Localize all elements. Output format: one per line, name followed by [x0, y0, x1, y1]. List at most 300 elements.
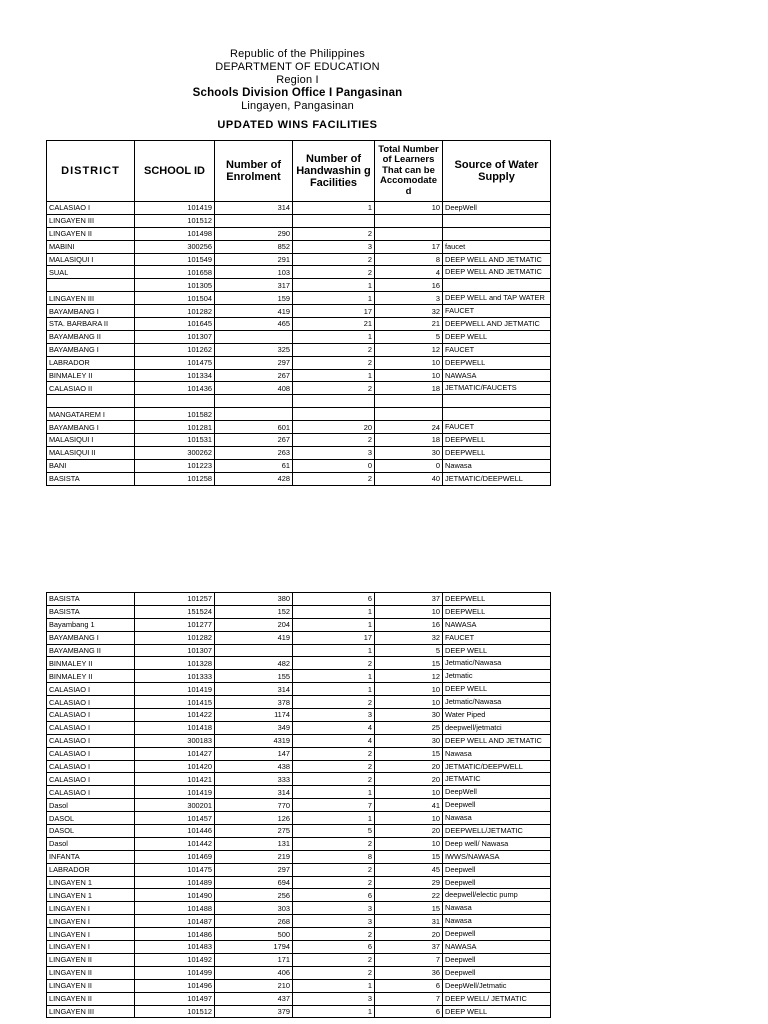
- cell-handwashing: 6: [293, 889, 375, 902]
- cell-water-source: [443, 966, 551, 979]
- cell-school-id: 101512: [135, 1005, 215, 1018]
- cell-enrolment: 303: [215, 902, 293, 915]
- water-source-text: DeepWell/Jetmatic: [445, 980, 507, 990]
- cell-handwashing: 1: [293, 786, 375, 799]
- cell-learners: 41: [375, 799, 443, 812]
- cell-water-source: [443, 395, 551, 408]
- document-title: UPDATED WINS FACILITIES: [217, 119, 378, 131]
- cell-water-source: [443, 709, 551, 722]
- cell-district: BAYAMBANG I: [47, 631, 135, 644]
- table-row: [47, 305, 551, 318]
- cell-handwashing: 0: [293, 459, 375, 472]
- table-row: [47, 696, 551, 709]
- cell-district: MALASIQUI II: [47, 446, 135, 459]
- cell-district: CALASIAO II: [47, 382, 135, 395]
- table-row: [47, 292, 551, 305]
- cell-district: BINMALEY II: [47, 670, 135, 683]
- cell-learners: 12: [375, 670, 443, 683]
- cell-learners: 21: [375, 318, 443, 331]
- table-row: [47, 941, 551, 954]
- cell-handwashing: [293, 408, 375, 421]
- cell-water-source: [443, 343, 551, 356]
- cell-enrolment: 437: [215, 992, 293, 1005]
- table-row: [47, 227, 551, 240]
- cell-handwashing: 4: [293, 734, 375, 747]
- cell-school-id: 101419: [135, 786, 215, 799]
- cell-district: CALASIAO I: [47, 202, 135, 215]
- cell-enrolment: 378: [215, 696, 293, 709]
- cell-enrolment: 317: [215, 279, 293, 292]
- cell-district: DASOL: [47, 825, 135, 838]
- table-2-body: [47, 593, 551, 1018]
- table-row: [47, 472, 551, 485]
- cell-district: BASISTA: [47, 593, 135, 606]
- cell-school-id: 101490: [135, 889, 215, 902]
- cell-district: LINGAYEN I: [47, 902, 135, 915]
- water-source-text: DEEPWELL: [445, 435, 486, 445]
- table-row: [47, 837, 551, 850]
- cell-learners: 37: [375, 593, 443, 606]
- cell-learners: 20: [375, 773, 443, 786]
- cell-enrolment: 155: [215, 670, 293, 683]
- cell-enrolment: 482: [215, 657, 293, 670]
- cell-school-id: 101415: [135, 696, 215, 709]
- cell-water-source: [443, 356, 551, 369]
- cell-learners: 30: [375, 709, 443, 722]
- water-source-text: Nawasa: [445, 916, 472, 926]
- table-row: [47, 953, 551, 966]
- cell-school-id: 151524: [135, 605, 215, 618]
- cell-school-id: 101488: [135, 902, 215, 915]
- cell-learners: 24: [375, 421, 443, 434]
- cell-school-id: 101305: [135, 279, 215, 292]
- water-source-text: Deepwell: [445, 954, 476, 964]
- cell-school-id: 101277: [135, 618, 215, 631]
- cell-enrolment: 428: [215, 472, 293, 485]
- header-handwashing: Number of Handwashin g Facilities: [293, 141, 375, 202]
- table-row: [47, 446, 551, 459]
- cell-learners: 32: [375, 631, 443, 644]
- cell-school-id: 101418: [135, 721, 215, 734]
- cell-handwashing: 6: [293, 941, 375, 954]
- water-source-text: Deepwell: [445, 864, 476, 874]
- table-row: [47, 863, 551, 876]
- cell-enrolment: 1794: [215, 941, 293, 954]
- cell-learners: 10: [375, 369, 443, 382]
- cell-school-id: 101436: [135, 382, 215, 395]
- cell-water-source: [443, 915, 551, 928]
- cell-handwashing: 21: [293, 318, 375, 331]
- cell-learners: [375, 227, 443, 240]
- cell-water-source: [443, 593, 551, 606]
- cell-enrolment: [215, 214, 293, 227]
- table-row: [47, 683, 551, 696]
- cell-water-source: [443, 734, 551, 747]
- cell-school-id: 101497: [135, 992, 215, 1005]
- water-source-text: DEEP WELL: [445, 1006, 488, 1016]
- water-source-text: DEEP WELL and TAP WATER: [445, 293, 545, 303]
- water-source-text: DEEPWELL/JETMATIC: [445, 826, 523, 836]
- cell-learners: [375, 395, 443, 408]
- water-source-text: DEEPWELL AND JETMATIC: [445, 319, 540, 329]
- cell-district: BINMALEY II: [47, 657, 135, 670]
- cell-school-id: 101496: [135, 979, 215, 992]
- cell-water-source: [443, 421, 551, 434]
- table-row: [47, 786, 551, 799]
- cell-school-id: 101419: [135, 683, 215, 696]
- cell-water-source: [443, 472, 551, 485]
- cell-handwashing: 3: [293, 240, 375, 253]
- cell-school-id: 101307: [135, 330, 215, 343]
- cell-learners: 45: [375, 863, 443, 876]
- table-row: [47, 979, 551, 992]
- cell-learners: 10: [375, 696, 443, 709]
- cell-enrolment: 379: [215, 1005, 293, 1018]
- cell-water-source: [443, 253, 551, 266]
- header-region: Region I: [276, 74, 319, 86]
- cell-handwashing: 8: [293, 850, 375, 863]
- cell-school-id: 101475: [135, 356, 215, 369]
- cell-learners: 5: [375, 330, 443, 343]
- cell-enrolment: 419: [215, 305, 293, 318]
- cell-district: BANI: [47, 459, 135, 472]
- cell-water-source: [443, 721, 551, 734]
- cell-learners: 0: [375, 459, 443, 472]
- cell-enrolment: 219: [215, 850, 293, 863]
- cell-learners: 17: [375, 240, 443, 253]
- cell-learners: 10: [375, 837, 443, 850]
- cell-learners: 10: [375, 786, 443, 799]
- cell-water-source: [443, 382, 551, 395]
- cell-enrolment: [215, 395, 293, 408]
- water-source-text: NAWASA: [445, 942, 477, 952]
- cell-district: LINGAYEN III: [47, 214, 135, 227]
- cell-school-id: 101282: [135, 631, 215, 644]
- cell-learners: 37: [375, 941, 443, 954]
- cell-handwashing: 2: [293, 953, 375, 966]
- cell-water-source: [443, 369, 551, 382]
- water-source-text: DEEPWELL: [445, 447, 486, 457]
- table-row: [47, 369, 551, 382]
- water-source-text: Water Piped: [445, 710, 486, 720]
- cell-school-id: 101489: [135, 876, 215, 889]
- cell-school-id: 101549: [135, 253, 215, 266]
- cell-school-id: 101257: [135, 593, 215, 606]
- table-row: [47, 876, 551, 889]
- cell-water-source: [443, 863, 551, 876]
- cell-enrolment: 325: [215, 343, 293, 356]
- cell-handwashing: 1: [293, 979, 375, 992]
- cell-water-source: [443, 605, 551, 618]
- cell-enrolment: 290: [215, 227, 293, 240]
- header-division: Schools Division Office I Pangasinan: [192, 87, 403, 99]
- cell-district: [47, 395, 135, 408]
- cell-district: CALASIAO I: [47, 734, 135, 747]
- water-source-text: DEEP WELL: [445, 331, 488, 341]
- cell-handwashing: 3: [293, 915, 375, 928]
- water-source-text: DeepWell: [445, 203, 477, 212]
- cell-enrolment: 204: [215, 618, 293, 631]
- cell-school-id: 101645: [135, 318, 215, 331]
- water-source-text: Nawasa: [445, 813, 472, 823]
- cell-handwashing: 1: [293, 670, 375, 683]
- water-source-text: DEEPWELL: [445, 357, 486, 367]
- cell-enrolment: 419: [215, 631, 293, 644]
- water-source-text: Jetmatic/Nawasa: [445, 658, 502, 668]
- cell-handwashing: 2: [293, 356, 375, 369]
- cell-handwashing: 17: [293, 305, 375, 318]
- cell-district: CALASIAO I: [47, 773, 135, 786]
- cell-water-source: [443, 773, 551, 786]
- cell-district: Dasol: [47, 837, 135, 850]
- cell-water-source: [443, 1005, 551, 1018]
- cell-handwashing: 4: [293, 721, 375, 734]
- water-source-text: DEEP WELL: [445, 684, 488, 694]
- water-source-text: Nawasa: [445, 903, 472, 913]
- table-row: [47, 812, 551, 825]
- cell-water-source: [443, 240, 551, 253]
- cell-handwashing: 7: [293, 799, 375, 812]
- cell-learners: 30: [375, 446, 443, 459]
- cell-school-id: 101486: [135, 928, 215, 941]
- cell-district: CALASIAO I: [47, 721, 135, 734]
- table-row: [47, 799, 551, 812]
- cell-handwashing: [293, 214, 375, 227]
- cell-handwashing: 2: [293, 227, 375, 240]
- cell-district: MALASIQUI I: [47, 434, 135, 447]
- cell-school-id: 101531: [135, 434, 215, 447]
- cell-school-id: 101333: [135, 670, 215, 683]
- cell-handwashing: 2: [293, 747, 375, 760]
- cell-handwashing: 17: [293, 631, 375, 644]
- cell-district: LINGAYEN I: [47, 915, 135, 928]
- cell-district: LINGAYEN 1: [47, 889, 135, 902]
- cell-school-id: 101498: [135, 227, 215, 240]
- cell-enrolment: 275: [215, 825, 293, 838]
- cell-handwashing: 1: [293, 202, 375, 215]
- cell-district: LINGAYEN I: [47, 941, 135, 954]
- cell-water-source: [443, 876, 551, 889]
- cell-district: LABRADOR: [47, 356, 135, 369]
- cell-learners: 40: [375, 472, 443, 485]
- document-header: [0, 48, 595, 132]
- cell-school-id: 101281: [135, 421, 215, 434]
- cell-enrolment: 408: [215, 382, 293, 395]
- cell-school-id: 101223: [135, 459, 215, 472]
- cell-water-source: [443, 202, 551, 215]
- cell-district: LINGAYEN I: [47, 928, 135, 941]
- cell-district: LINGAYEN III: [47, 292, 135, 305]
- cell-school-id: 300262: [135, 446, 215, 459]
- cell-enrolment: 210: [215, 979, 293, 992]
- cell-learners: 25: [375, 721, 443, 734]
- cell-water-source: [443, 825, 551, 838]
- cell-enrolment: 438: [215, 760, 293, 773]
- header-school-id: SCHOOL ID: [135, 141, 215, 202]
- cell-enrolment: 314: [215, 786, 293, 799]
- cell-handwashing: 1: [293, 369, 375, 382]
- table-row: [47, 593, 551, 606]
- cell-learners: [375, 408, 443, 421]
- cell-water-source: [443, 279, 551, 292]
- table-row: [47, 657, 551, 670]
- header-department: DEPARTMENT OF EDUCATION: [215, 61, 380, 73]
- water-source-text: NAWASA: [445, 370, 477, 380]
- cell-district: Bayambang 1: [47, 618, 135, 631]
- table-row: [47, 670, 551, 683]
- table-row: [47, 330, 551, 343]
- table-row: [47, 825, 551, 838]
- table-row: [47, 266, 551, 279]
- cell-district: [47, 279, 135, 292]
- cell-handwashing: 2: [293, 266, 375, 279]
- water-source-text: Deepwell: [445, 877, 476, 887]
- table-row: [47, 1005, 551, 1018]
- table-row: [47, 773, 551, 786]
- cell-school-id: 101457: [135, 812, 215, 825]
- cell-water-source: [443, 227, 551, 240]
- cell-enrolment: 267: [215, 369, 293, 382]
- cell-learners: 22: [375, 889, 443, 902]
- cell-handwashing: 2: [293, 760, 375, 773]
- cell-handwashing: 20: [293, 421, 375, 434]
- table-row: [47, 605, 551, 618]
- cell-handwashing: 3: [293, 902, 375, 915]
- cell-handwashing: 5: [293, 825, 375, 838]
- water-source-text: DEEP WELL AND JETMATIC: [445, 735, 542, 745]
- cell-water-source: [443, 305, 551, 318]
- cell-school-id: 101446: [135, 825, 215, 838]
- cell-enrolment: 314: [215, 683, 293, 696]
- cell-learners: 5: [375, 644, 443, 657]
- cell-water-source: [443, 979, 551, 992]
- cell-school-id: 101475: [135, 863, 215, 876]
- cell-learners: 15: [375, 747, 443, 760]
- cell-handwashing: 3: [293, 709, 375, 722]
- water-source-text: FAUCET: [445, 344, 475, 354]
- cell-water-source: [443, 928, 551, 941]
- cell-district: LINGAYEN II: [47, 227, 135, 240]
- cell-enrolment: 500: [215, 928, 293, 941]
- cell-enrolment: 406: [215, 966, 293, 979]
- cell-school-id: 101512: [135, 214, 215, 227]
- cell-water-source: [443, 889, 551, 902]
- cell-district: BAYAMBANG II: [47, 330, 135, 343]
- cell-handwashing: 1: [293, 644, 375, 657]
- table-row: [47, 279, 551, 292]
- cell-learners: 20: [375, 825, 443, 838]
- header-learners: Total Number of Learners That can be Accomodate d: [375, 141, 443, 202]
- table-row: [47, 902, 551, 915]
- cell-learners: 7: [375, 992, 443, 1005]
- water-source-text: Nawasa: [445, 460, 472, 470]
- water-source-text: DEEP WELL: [445, 645, 488, 655]
- water-source-text: JETMATIC/DEEPWELL: [445, 473, 523, 483]
- cell-enrolment: 349: [215, 721, 293, 734]
- header-enrolment: Number of Enrolment: [215, 141, 293, 202]
- table-row: [47, 747, 551, 760]
- cell-learners: 20: [375, 760, 443, 773]
- water-source-text: Jetmatic: [445, 671, 473, 681]
- table-row: [47, 850, 551, 863]
- cell-school-id: 101334: [135, 369, 215, 382]
- water-source-text: JETMATIC/FAUCETS: [445, 383, 517, 393]
- table-row: [47, 356, 551, 369]
- table-row: [47, 382, 551, 395]
- cell-school-id: 101483: [135, 941, 215, 954]
- table-row: [47, 644, 551, 657]
- cell-district: BINMALEY II: [47, 369, 135, 382]
- cell-district: DASOL: [47, 812, 135, 825]
- cell-school-id: 101582: [135, 408, 215, 421]
- cell-learners: 16: [375, 279, 443, 292]
- cell-learners: 18: [375, 434, 443, 447]
- water-source-text: deepwell/electic pump: [445, 890, 518, 900]
- cell-learners: 18: [375, 382, 443, 395]
- cell-learners: 31: [375, 915, 443, 928]
- cell-enrolment: 4319: [215, 734, 293, 747]
- cell-enrolment: 465: [215, 318, 293, 331]
- cell-school-id: 101442: [135, 837, 215, 850]
- table-row: [47, 214, 551, 227]
- cell-school-id: 101262: [135, 343, 215, 356]
- table-row: [47, 395, 551, 408]
- table-row: [47, 992, 551, 1005]
- table-row: [47, 618, 551, 631]
- water-source-text: DeepWell: [445, 787, 477, 797]
- cell-district: Dasol: [47, 799, 135, 812]
- cell-learners: 8: [375, 253, 443, 266]
- cell-enrolment: 131: [215, 837, 293, 850]
- table-row: [47, 202, 551, 215]
- cell-handwashing: 1: [293, 683, 375, 696]
- table-row: [47, 631, 551, 644]
- cell-enrolment: 126: [215, 812, 293, 825]
- cell-enrolment: [215, 408, 293, 421]
- cell-handwashing: 2: [293, 472, 375, 485]
- wins-table-2: [46, 592, 551, 1018]
- cell-school-id: 101307: [135, 644, 215, 657]
- cell-school-id: 300183: [135, 734, 215, 747]
- cell-water-source: [443, 683, 551, 696]
- cell-water-source: [443, 837, 551, 850]
- cell-learners: 4: [375, 266, 443, 279]
- cell-handwashing: 1: [293, 618, 375, 631]
- table-row: [47, 966, 551, 979]
- water-source-text: FAUCET: [445, 632, 475, 642]
- table-row: [47, 709, 551, 722]
- cell-handwashing: 1: [293, 279, 375, 292]
- cell-water-source: [443, 459, 551, 472]
- cell-water-source: [443, 408, 551, 421]
- table-row: [47, 343, 551, 356]
- water-source-text: FAUCET: [445, 306, 475, 316]
- water-source-text: JETMATIC/DEEPWELL: [445, 761, 523, 771]
- cell-handwashing: 1: [293, 292, 375, 305]
- cell-learners: 32: [375, 305, 443, 318]
- cell-district: LINGAYEN II: [47, 979, 135, 992]
- cell-school-id: 101421: [135, 773, 215, 786]
- cell-enrolment: 61: [215, 459, 293, 472]
- cell-water-source: [443, 696, 551, 709]
- cell-learners: 10: [375, 683, 443, 696]
- cell-handwashing: 3: [293, 992, 375, 1005]
- cell-enrolment: 333: [215, 773, 293, 786]
- cell-learners: 15: [375, 850, 443, 863]
- table-row: [47, 240, 551, 253]
- cell-district: CALASIAO I: [47, 760, 135, 773]
- cell-enrolment: 268: [215, 915, 293, 928]
